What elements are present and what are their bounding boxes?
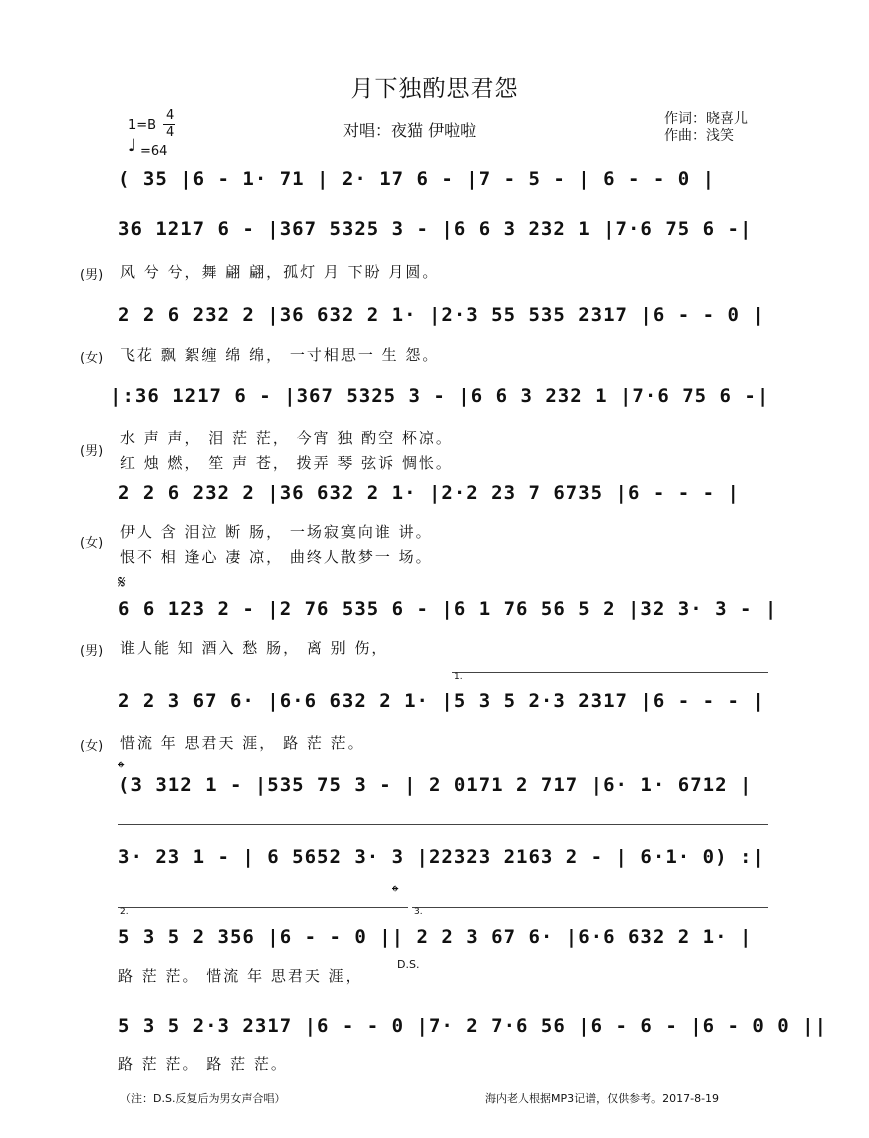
lyric-line: 水 声 声， 泪 茫 茫， 今宵 独 酌空 杯凉。 [120,429,453,447]
time-signature-top: 4 [166,108,175,123]
singer-label: (女) [80,739,104,754]
segno-icon: 𝄋 [118,572,126,593]
notation-row: 6 6 123 2 - |2 76 535 6 - |6 1 76 56 5 2 |32 3· 3 - | [118,598,778,620]
notation-row: 2 2 6 232 2 |36 632 2 1· |2·3 55 535 2317 |6 - - 0 | [118,304,765,326]
quarter-note-icon: ♩ [128,136,137,156]
singer-label: (男) [80,444,104,459]
lyric-line: 路 茫 茫。 路 茫 茫。 [118,1055,288,1073]
key-signature: 1=B [128,118,157,133]
lyric-line: 路 茫 茫。 惜流 年 思君天 涯， [118,967,363,985]
tempo-mark: =64 [140,144,168,159]
performers: 对唱：夜猫 伊啦啦 [343,121,477,140]
lyricist: 作词：晓喜儿 [664,111,748,127]
coda-icon: 𝄌 [392,882,399,903]
composer: 作曲：浅笑 [664,128,734,144]
lyric-line-verse-2: 红 烛 燃， 笙 声 苍， 拨弄 琴 弦诉 惆怅。 [120,454,453,472]
notation-row-interlude: (3 312 1 - |535 75 3 - | 2 0171 2 717 |6· 1· 6712 | [118,774,753,796]
notation-row: 36 1217 6 - |367 5325 3 - |6 6 3 232 1 |7·6 75 6 -| [118,218,753,240]
lyric-line: 惜流 年 思君天 涯， 路 茫 茫。 [120,734,365,752]
continuation-line [118,824,768,825]
volta-bracket [412,907,768,908]
volta-bracket [452,672,768,673]
coda-icon: 𝄌 [118,758,125,779]
lyric-line: 谁人能 知 酒入 愁 肠， 离 别 伤， [120,639,389,657]
volta-bracket [118,907,408,908]
notation-row: 2 2 6 232 2 |36 632 2 1· |2·2 23 7 6735 |6 - - - | [118,482,740,504]
notation-row-intro: ( 35 |6 - 1· 71 | 2· 17 6 - |7 - 5 - | 6 - - 0 | [118,168,716,190]
lyric-line-verse-2: 恨不 相 逢心 凄 凉， 曲终人散梦一 场。 [120,548,433,566]
notation-row-interlude: 3· 23 1 - | 6 5652 3· 3 |22323 2163 2 - | 6·1· 0) :| [118,846,765,868]
notation-row: |:36 1217 6 - |367 5325 3 - |6 6 3 232 1 |7·6 75 6 -| [110,385,770,407]
volta-label: 2. [120,907,129,917]
notation-row: 5 3 5 2 356 |6 - - 0 || 2 2 3 67 6· |6·6 632 2 1· | [118,926,753,948]
page-title: 月下独酌思君怨 [350,76,519,102]
volta-label: 1. [454,672,463,682]
lyric-line: 飞花 飘 絮缠 绵 绵， 一寸相思一 生 怨。 [120,346,440,364]
lyric-line: 伊人 含 泪泣 断 肠， 一场寂寞向谁 讲。 [120,523,433,541]
notation-row: 2 2 3 67 6· |6·6 632 2 1· |5 3 5 2·3 2317 |6 - - - | [118,690,765,712]
singer-label: (女) [80,351,104,366]
time-signature-bottom: 4 [166,125,175,140]
transcriber-credit: 海内老人根据MP3记谱，仅供参考。2017-8-19 [485,1092,720,1105]
lyric-line: 风 兮 兮，舞 翩 翩，孤灯 月 下盼 月圆。 [120,263,440,281]
singer-label: (女) [80,536,104,551]
singer-label: (男) [80,268,104,283]
footnote: （注：D.S.反复后为男女声合唱） [120,1092,286,1105]
singer-label: (男) [80,644,104,659]
volta-label: 3. [414,907,423,917]
dal-segno-mark: D.S. [397,958,420,971]
notation-row-ending: 5 3 5 2·3 2317 |6 - - 0 |7· 2 7·6 56 |6 - 6 - |6 - 0 0 || [118,1015,828,1037]
